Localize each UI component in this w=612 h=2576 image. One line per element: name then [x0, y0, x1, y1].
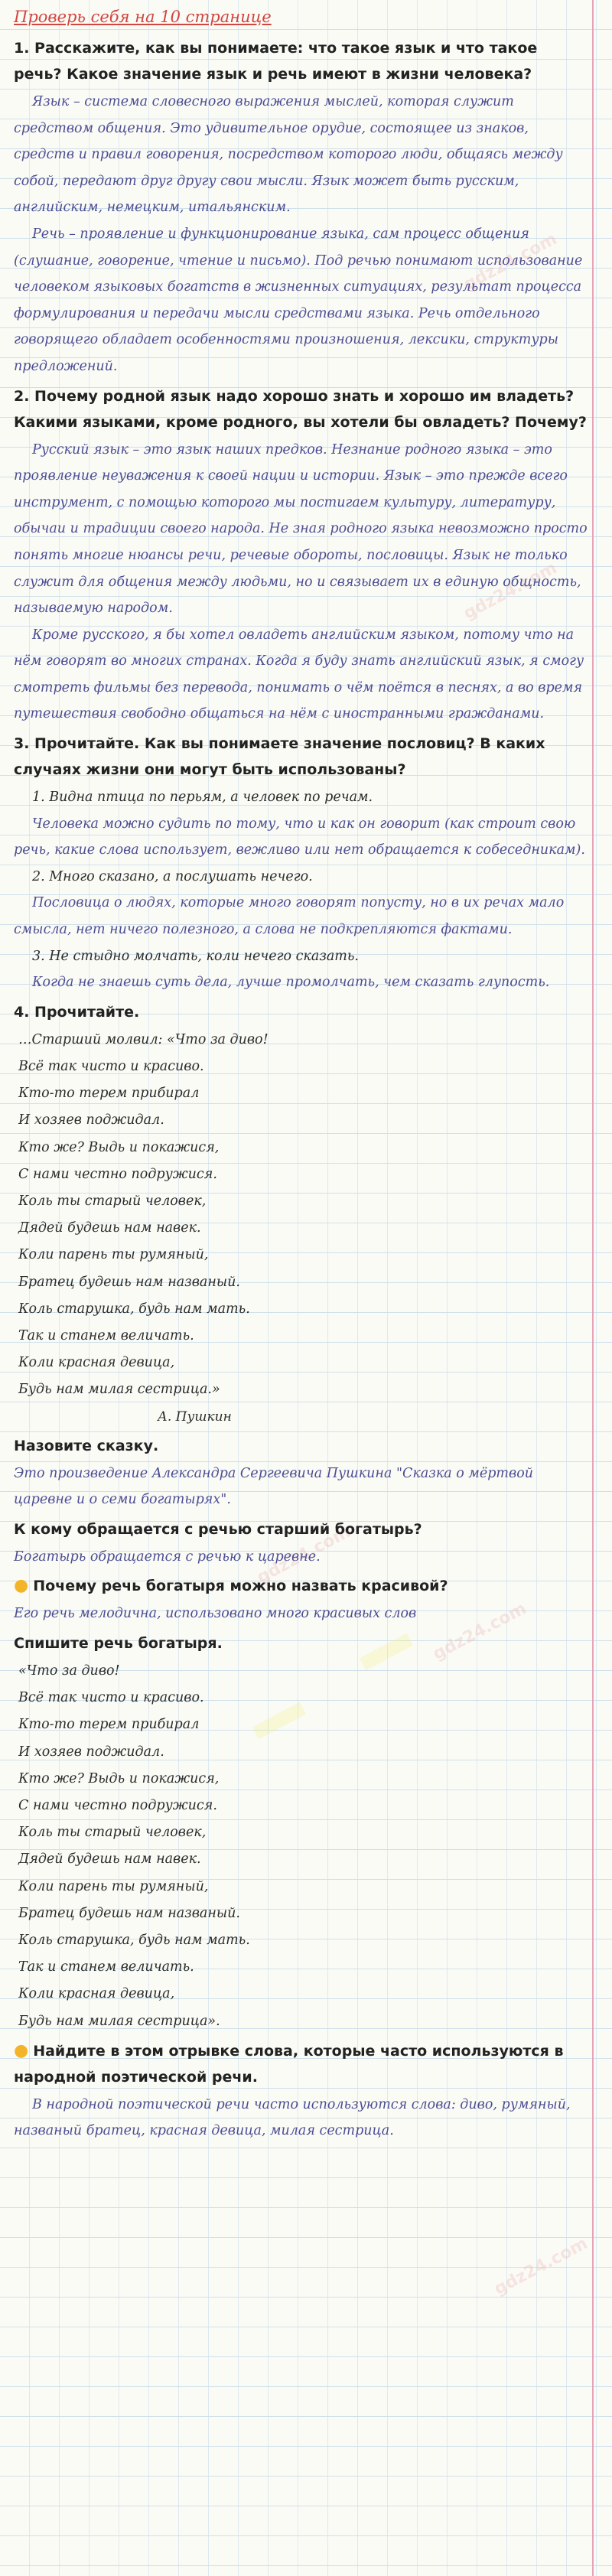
poem-line: Коль старушка, будь нам мать. [18, 1301, 250, 1317]
watermark: gdz24.com [429, 1598, 530, 1665]
notebook-margin-line [592, 0, 594, 2576]
copied-line: «Что за диво! [18, 1663, 120, 1679]
bullet-icon: ● [14, 1576, 29, 1596]
proverb-1-answer: Человека можно судить по тому, что и как он говорит (как строит свою речь, какие слова использует, вежливо или нет обращается к собеседникам). [14, 816, 585, 858]
answer-1-language: Язык – система словесного выражения мыслей, которая служит средством общения. Это удивительное орудие, состоящее из знаков, средств и правил говорения, посредством которого люди, общаясь между собой, передают друг другу свои мысли. Язык может быть русским, английским, немецким, итальянским. [14, 94, 563, 216]
proverb-3-answer: Когда не знаешь суть дела, лучше промолчать, чем сказать глупость. [32, 975, 550, 991]
answer-who: Богатырь обращается с речью к царевне. [14, 1549, 321, 1565]
watermark: gdz24.com [490, 2233, 591, 2300]
poem [14, 1027, 588, 1404]
question-2: 2. Почему родной язык надо хорошо знать и хорошо им владеть? Какими языками, кроме родного, вы хотели бы овладеть? Почему? [14, 387, 587, 431]
watermark: gdz24.com [253, 1522, 354, 1588]
copied-line: Всё так чисто и красиво. [18, 1690, 204, 1706]
homework-page [14, 5, 588, 2144]
question-who: К кому обращается с речью старший богатырь? [14, 1520, 422, 1538]
poem-line: Коли парень ты румяный, [18, 1247, 209, 1263]
poem-line: И хозяев поджидал. [18, 1112, 164, 1128]
question-3: 3. Прочитайте. Как вы понимаете значение пословиц? В каких случаях жизни они могут быть использованы? [14, 735, 545, 779]
poem-line: Кто-то терем прибирал [18, 1086, 200, 1102]
poem-line: Кто же? Выдь и покажися, [18, 1139, 220, 1155]
bullet-icon: ● [14, 2040, 29, 2060]
poem-line: Коль ты старый человек, [18, 1194, 207, 1210]
watermark: gdz24.com [460, 229, 561, 295]
copied-line: Кто же? Выдь и покажися, [18, 1770, 220, 1786]
proverb-1: 1. Видна птица по перьям, а человек по речам. [32, 790, 373, 806]
question-copy-speech: Спишите речь богатыря. [14, 1635, 223, 1653]
copied-line: Коли парень ты румяный, [18, 1878, 209, 1894]
copied-line: Так и станем величать. [18, 1959, 194, 1975]
question-folk-words [14, 2038, 588, 2090]
question-1: 1. Расскажите, как вы понимаете: что такое язык и что такое речь? Какое значение язык и речь имеют в жизни человека? [14, 40, 538, 83]
poem-line: Коли красная девица, [18, 1355, 175, 1371]
question-why-beautiful [14, 1573, 588, 1599]
copied-line: Дядей будешь нам навек. [18, 1851, 201, 1868]
copied-line: И хозяев поджидал. [18, 1744, 164, 1760]
question-name-tale: Назовите сказку. [14, 1437, 159, 1454]
watermark: gdz24.com [460, 558, 561, 624]
proverb-2: 2. Много сказано, а послушать нечего. [32, 868, 313, 884]
answer-name-tale: Это произведение Александра Сергеевича Пушкина "Сказка о мёртвой царевне и о семи богатырях". [14, 1465, 534, 1508]
copied-line: С нами честно подружися. [18, 1798, 217, 1814]
copied-line: Коли красная девица, [18, 1986, 175, 2002]
answer-1-speech: Речь – проявление и функционирование языка, сам процесс общения (слушание, говорение, чтение и письмо). Под речью понимают использование человеком языковых богатств в жизненных ситуациях, результат процесса формулирования и передачи мысли средствами языка. Речь отдельного говорящего обладает особенностями произношения, лексики, структуры предложений. [14, 226, 583, 374]
proverb-3: 3. Не стыдно молчать, коли нечего сказать. [32, 948, 359, 964]
poem-line: …Старший молвил: «Что за диво! [18, 1031, 269, 1047]
poem-line: Братец будешь нам названый. [18, 1274, 240, 1290]
copied-line: Кто-то терем прибирал [18, 1717, 200, 1733]
copied-line: Будь нам милая сестрица». [18, 2013, 220, 2029]
task-4-title: 4. Прочитайте. [14, 1003, 140, 1021]
copied-speech [14, 1658, 588, 2035]
answer-2-native: Русский язык – это язык наших предков. Незнание родного языка – это проявление неуважения к своей нации и истории. Язык – это прежде всего инструмент, с помощью которого мы постигаем культуру, литературу, обычаи и традиции своего народа. Не зная родного языка невозможно просто понять многие нюансы речи, речевые обороты, пословицы. Язык не только служит для общения между людьми, но и связывает их в единую общность, называемую народом. [14, 441, 588, 617]
answer-why-beautiful: Его речь мелодична, использовано много красивых слов [14, 1606, 417, 1622]
page-header: Проверь себя на 10 странице [14, 8, 272, 26]
poem-author: А. Пушкин [158, 1408, 232, 1425]
poem-line: Будь нам милая сестрица.» [18, 1382, 220, 1398]
poem-line: С нами честно подружися. [18, 1166, 217, 1182]
answer-2-foreign: Кроме русского, я бы хотел овладеть английским языком, потому что на нём говорят во многих странах. Когда я буду знать английский язык, я смогу смотреть фильмы без перевода, понимать о чём поётся в песнях, а во время путешествия свободно общаться на нём с иностранными гражданами. [14, 627, 584, 722]
question-why-text: Почему речь богатыря можно назвать красивой? [33, 1578, 448, 1595]
poem-line: Так и станем величать. [18, 1328, 194, 1344]
poem-line: Дядей будешь нам навек. [18, 1220, 201, 1236]
poem-line: Всё так чисто и красиво. [18, 1059, 204, 1075]
copied-line: Братец будешь нам названый. [18, 1905, 240, 1921]
proverb-2-answer: Пословица о людях, которые много говорят попусту, но в их речах мало смысла, нет ничего полезного, а слова не подкрепляются фактами. [14, 895, 565, 938]
question-folk-words-text: Найдите в этом отрывке слова, которые часто используются в народной поэтической речи. [14, 2042, 564, 2086]
copied-line: Коль ты старый человек, [18, 1825, 207, 1841]
copied-line: Коль старушка, будь нам мать. [18, 1933, 250, 1949]
answer-folk-words: В народной поэтической речи часто используются слова: диво, румяный, названый братец, красная девица, милая сестрица. [14, 2096, 571, 2139]
